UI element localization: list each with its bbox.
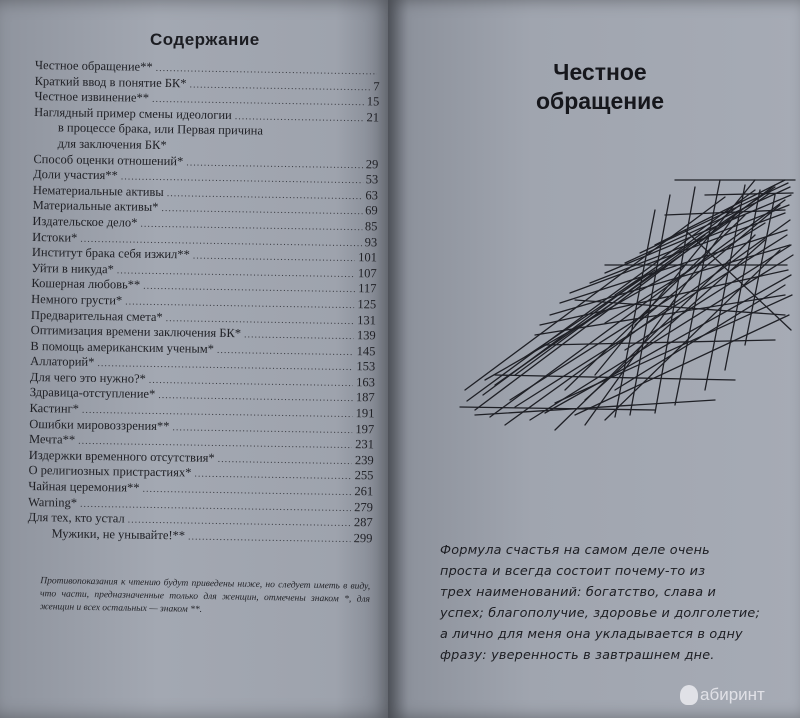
quote-line: успех; благополучие, здоровье и долголетие; — [440, 606, 760, 621]
toc-entry: Для тех, кто устал ..... 287 — [28, 510, 373, 531]
toc-entry: Аллаторий* ..... 153 — [30, 354, 375, 375]
toc-entry: Уйти в никуда* ..... 107 — [32, 261, 377, 282]
toc-entry: Мужики, не унывайте!** ..... 299 — [27, 526, 372, 547]
chapter-title — [505, 58, 695, 116]
quote-line: а лично для меня она укладывается в одну — [440, 627, 743, 642]
toc-entry: Кастинг* ..... 191 — [29, 401, 374, 422]
toc-entry: О религиозных пристрастиях* ..... 255 — [28, 463, 373, 484]
toc-entry: Кошерная любовь** ..... 117 — [31, 276, 376, 297]
chapter-title-line: обращение — [535, 88, 665, 114]
watermark-text: абиринт — [700, 685, 765, 704]
labirint-logo-icon — [680, 685, 698, 705]
toc-entry: В помощь американским ученым* ..... 145 — [30, 339, 375, 360]
toc-entry: Предварительная смета* ..... 131 — [31, 307, 376, 328]
toc-footnote: Противопоказания к чтению будут приведены ниже, но следует иметь в виду, что части, предназначенные только для женщин, отмечены знаком *, для женщин и всех остальных — знаком **. — [39, 576, 371, 615]
toc-entry: Материальные активы* ..... 69 — [33, 198, 378, 219]
toc-entry: Наглядный пример смены идеологии ..... 21 — [34, 105, 379, 126]
toc-entry: Институт брака себя изжил** ..... 101 — [32, 245, 377, 266]
toc-entry: Оптимизация времени заключения БК* ..... 139 — [31, 323, 376, 344]
epigraph-quote — [440, 540, 785, 666]
quote-line: фразу: уверенность в завтрашнем дне. — [440, 648, 715, 663]
left-page — [0, 0, 395, 718]
toc-entry: Для чего это нужно?* ..... 163 — [30, 370, 375, 391]
toc-entry: Немного грусти* ..... 125 — [31, 292, 376, 313]
toc-entry: Краткий ввод в понятие БК* ..... 7 — [35, 74, 380, 95]
toc-title: Содержание — [150, 30, 260, 49]
toc-entry: Издательское дело* ..... 85 — [32, 214, 377, 235]
quote-line: Формула счастья на самом деле очень — [440, 543, 710, 558]
labirint-watermark — [680, 685, 765, 705]
hatch-illustration — [455, 175, 800, 450]
toc-entry: Истоки* ..... 93 — [32, 230, 377, 251]
toc-list — [27, 58, 380, 547]
quote-line: трех наименований: богатство, слава и — [440, 585, 717, 600]
toc-entry: Честное обращение** ..... — [35, 58, 380, 79]
toc-entry: Способ оценки отношений* ..... 29 — [33, 152, 378, 173]
toc-entry-continuation: для заключения БК* — [57, 136, 167, 153]
chapter-title-line: Честное — [553, 59, 647, 85]
toc-entry: Мечта** ..... 231 — [29, 432, 374, 453]
toc-entry: Ошибки мировоззрения** ..... 197 — [29, 417, 374, 438]
quote-line: проста и всегда состоит почему-то из — [440, 564, 706, 579]
toc-entry: Доли участия** ..... 53 — [33, 167, 378, 188]
toc-entry-continuation: в процессе брака, или Первая причина — [57, 120, 264, 138]
toc-entry: Нематериальные активы ..... 63 — [33, 183, 378, 204]
toc-entry: Чайная церемония** ..... 261 — [28, 479, 373, 500]
toc-entry: Здравица-отступление* ..... 187 — [30, 385, 375, 406]
toc-entry: Warning* ..... 279 — [28, 495, 373, 516]
toc-entry: Честное извинение** ..... 15 — [34, 89, 379, 110]
toc-entry: Издержки временного отсутствия* ..... 239 — [29, 448, 374, 469]
